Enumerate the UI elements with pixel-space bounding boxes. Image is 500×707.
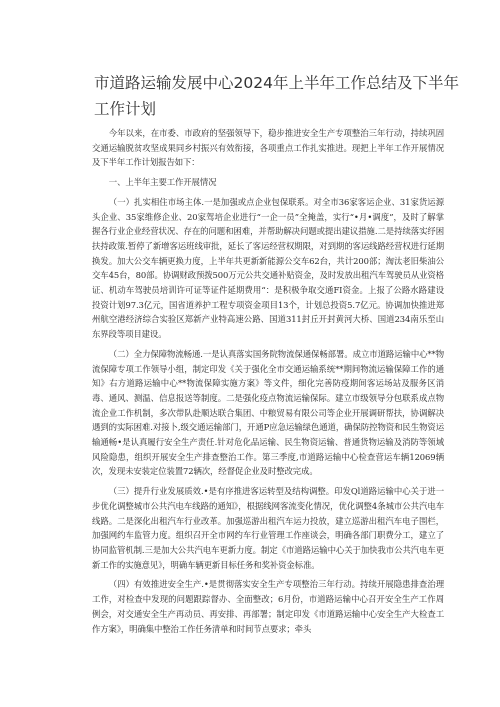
document-body	[92, 126, 444, 636]
paragraph-safety-production: （四）有效推进安全生产.•是贯彻落实安全生产专项整治三年行动。持续开展隐患排查治理工作，对检查中发现的问题跟踪督办、全面整改；6月份，市道路运输中心召开安全生产工作周例会，对交通安全生产再动员、再安排、再部署；制定印发《市道路运输中心安全生产大检查工作方案》，明确集中整治工作任务清单和时间节点要求；牵头	[92, 579, 444, 634]
paragraph-logistics: （二）全力保障物流畅通.一是认真落实国务院物流保通保畅部署。成立市道路运输中心**物流保障专项工作领导小组，制定印发《关于强化全市交通运输系统**期间物流运输保障工作的通知》右方道路运输中心**物流保障实施方案》等文件，细化完善防疫期间客运场站及服务区消毒、通风、测温、信息报送等制度。二是强化疫点物流运输保际。建立市级领导分包联系成点物流企业工作机制，多次带队赴顺达联合集团、中粮贸易有限公司等企业开展调研帮扶，协调解决遇到的实际困难.对接卜,级交通运输部门，开通P应急运输绿色通道，确保防控物资和民生物资运输通畅•是认真履行安全生产责任.针对危化品运输、民生物资运输、普通货物运输及消防等领域风险隐患，组织开展安全生产排查整治工作。第三季度,市道路运输中心检查营运车辆12069辆次，发现未安装定位装置72辆次，经督促企业及时整改完成。	[92, 348, 444, 477]
title-line-2: 工作计划	[94, 100, 157, 118]
title-line-1: 市道路运输发展中心2024年上半年工作总结及下半年	[94, 74, 459, 92]
intro-paragraph: 今年以来，在市委、市政府的坚强领导下，稳步推进安全生产专项整治三年行动，持续巩固交通运输脱贫攻坚成果同乡村振兴有效衔接，各项重点工作扎实推进。现把上半年工作开展情况及下半年工作计划报告如下：	[92, 128, 444, 168]
document-title	[94, 70, 459, 122]
paragraph-market-entities: （一）扎实相住市场主体.一是加强或点企业包保联系。对全市36家客运企业、31家货运源头企业、35家维修企业、20家驾培企业进行“一企一员”全掩盖，实行“•月•调度”，及时了解掌握各行业企业经营状况、存在的问题和困难，并帮助解决问题或提出建议措施.二是持续落实纾困扶持政策.暂停了新增客运班线审批，延长了客运经营权期限，对到期的客运线路经营权进行延期换发。加大公交车辆更换力度，上半年共更新新能源公交车62台，共计200部；淘汰老旧柴油公交车45台，80部。协调财政预拨500万元公共交通补贴资金，及时发放出租汽车驾驶员从业资格证、机动车驾驶员培训许可证等证件延期费用“：是积极争取交通FI资金。上报了公路水路建设投资计划97.3亿元，国省道养护工程专项资金项目13个，计划总投资5.7亿元。协调加快推进郑州航空港经济综合实验区郑新产业特高速公路、国道311封丘开封黄河大桥、国道234南乐至山东界段等项目建设。	[92, 196, 444, 340]
paragraph-industry-quality: （三）提升行业发展质效.•是有序推进客运转型及结构调整。印发Ql道路运输中心关于进一步优化调整城市公共汽电车线路的通知》，根据线网客流变化情况，优化调整4条城市公共汽电车线路。二是深化出租汽车行业改革。加强巡游出租汽车运力投放，建立巡游出租汽车电子围栏，加强网约车监管力度。组织召开全市网约车行业管理工作座谈会，明确各部门职费分工，建立了协同监管机制.三是加大公共汽电车更新力度。制定《市道路运输中心关于加快我市公共汽电车更新工作的实施意见》，明确车辆更新目标任务和奖补资金标准。	[92, 486, 444, 570]
section-heading: 一、上半年主要工作开展情况	[108, 177, 217, 188]
